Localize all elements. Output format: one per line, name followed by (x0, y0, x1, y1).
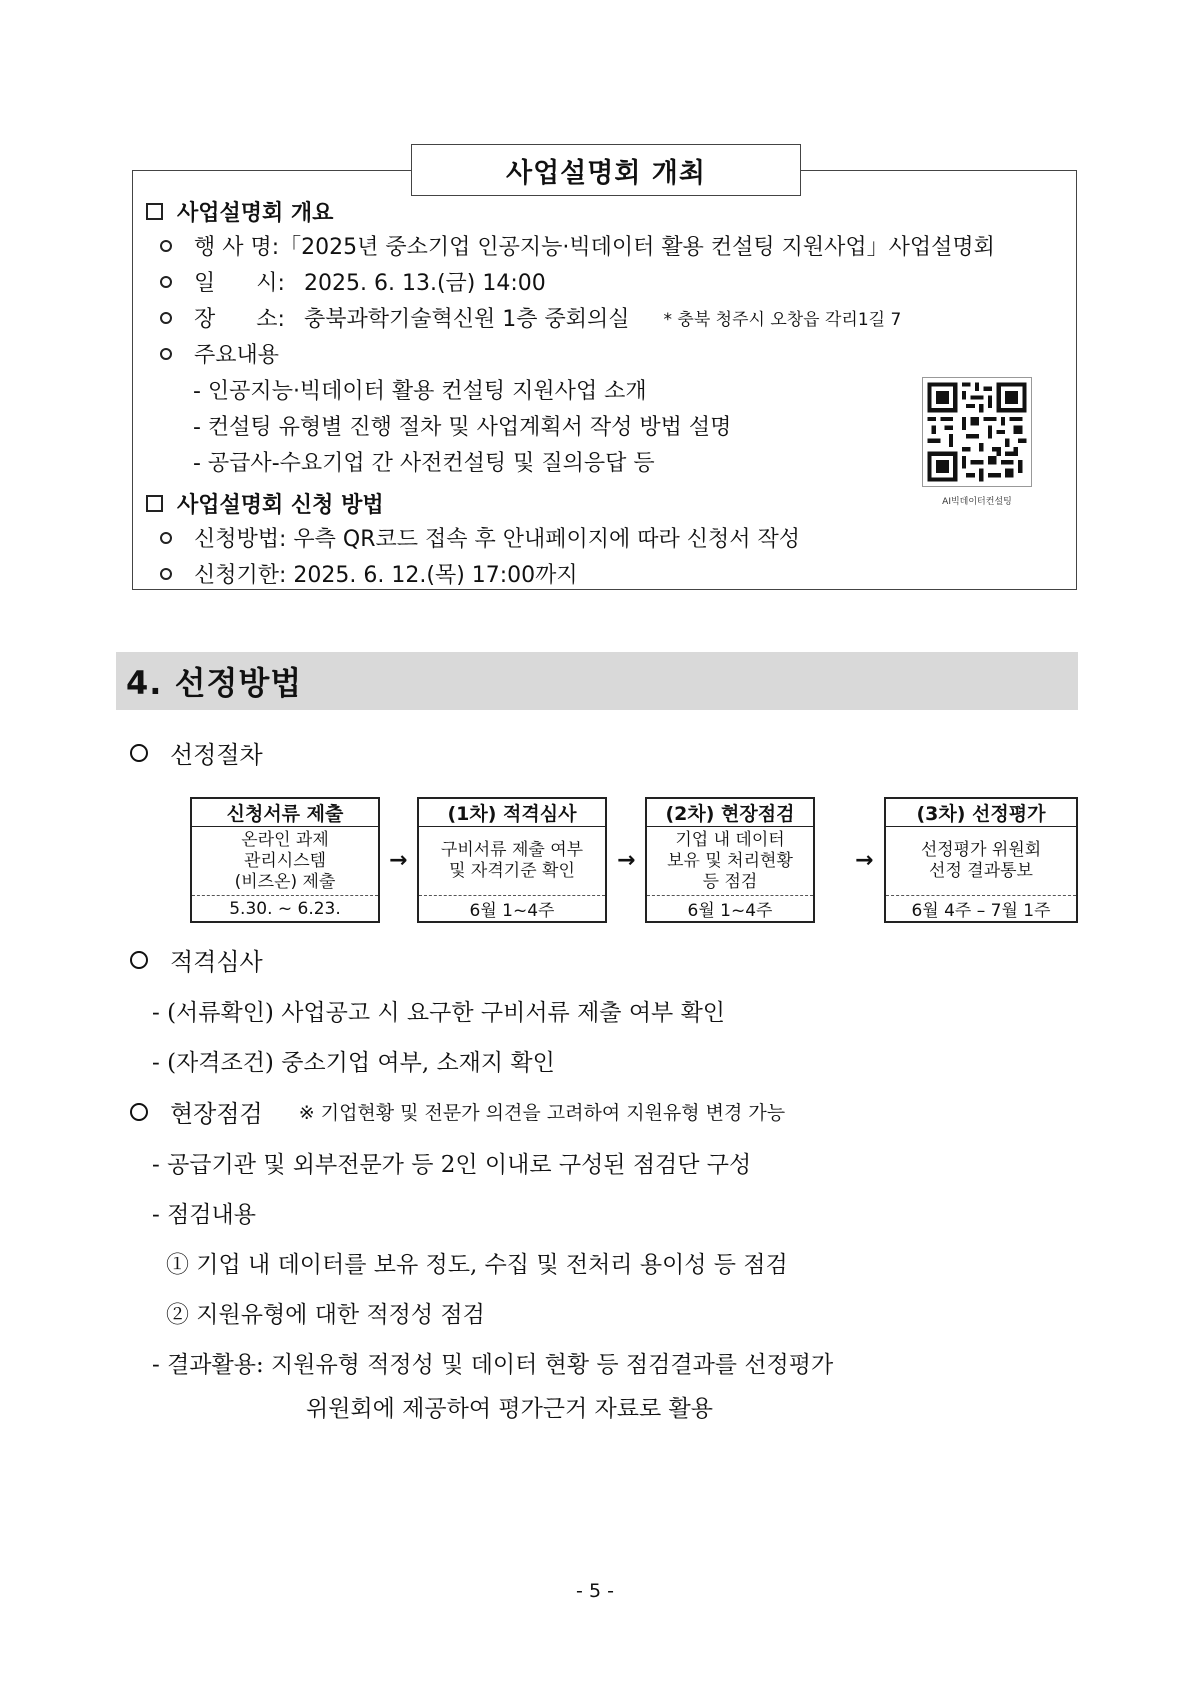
process-step (645, 797, 815, 923)
circle-bullet-icon (160, 568, 172, 580)
arrow-right-icon: → (855, 848, 874, 873)
step-title: (2차) 현장점검 (647, 799, 813, 827)
process-step (190, 797, 380, 923)
step-title: 신청서류 제출 (192, 799, 378, 827)
venue-row: 장 소: 충북과학기술혁신원 1층 중회의실 * 충북 청주시 오창읍 각리1길 7 (160, 302, 901, 333)
datetime-row: 일 시: 2025. 6. 13.(금) 14:00 (160, 266, 546, 297)
circle-bullet-icon (130, 744, 148, 762)
result-line: 위원회에 제공하여 평가근거 자료로 활용 (306, 1396, 713, 1422)
step-title: (3차) 선정평가 (886, 799, 1076, 827)
qr-caption: AI빅데이터컨설팅 (942, 497, 1012, 507)
contents-row: 주요내용 (160, 338, 279, 369)
step-period: 6월 4주 – 7월 1주 (911, 901, 1051, 921)
process-step (884, 797, 1078, 923)
circle-bullet-icon (160, 312, 172, 324)
arrow-right-icon: → (389, 848, 408, 873)
inspection-contents-label: - 점검내용 (152, 1202, 256, 1228)
briefing-title: 사업설명회 개최 (411, 144, 801, 196)
page-number: - 5 - (576, 1580, 614, 1602)
circle-bullet-icon (130, 951, 148, 969)
square-bullet-icon (146, 495, 163, 512)
square-bullet-icon (146, 203, 163, 220)
arrow-right-icon: → (617, 848, 636, 873)
eligibility-item: - (자격조건) 중소기업 여부, 소재지 확인 (152, 1050, 555, 1076)
result-line: - 결과활용: 지원유형 적정성 및 데이터 현황 등 점검결과를 선정평가 (152, 1352, 834, 1378)
circle-bullet-icon (160, 532, 172, 544)
contents-item: - 공급사-수요기업 간 사전컨설팅 및 질의응답 등 (193, 451, 655, 476)
contents-item: - 컨설팅 유형별 진행 절차 및 사업계획서 작성 방법 설명 (193, 415, 732, 440)
contents-item: - 인공지능·빅데이터 활용 컨설팅 지원사업 소개 (193, 379, 647, 404)
qr-code-icon (923, 378, 1031, 486)
inspection-content-item: ① 기업 내 데이터를 보유 정도, 수집 및 전처리 용이성 등 점검 (166, 1252, 788, 1278)
qr-code[interactable] (922, 377, 1032, 487)
circle-bullet-icon (130, 1103, 148, 1121)
apply-deadline-row: 신청기한: 2025. 6. 12.(목) 17:00까지 (160, 558, 578, 589)
process-step (417, 797, 607, 923)
step-period: 5.30. ~ 6.23. (229, 898, 341, 919)
step-body: 선정평가 위원회 선정 결과통보 (886, 827, 1076, 896)
step-body: 구비서류 제출 여부 및 자격기준 확인 (419, 827, 605, 896)
step-period: 6월 1~4주 (469, 901, 555, 921)
overview-heading: 사업설명회 개요 (146, 196, 333, 227)
apply-heading: 사업설명회 신청 방법 (146, 488, 384, 519)
step-body: 온라인 과제 관리시스템 (비즈온) 제출 (192, 827, 378, 896)
inspection-heading: 현장점검 ※ 기업현황 및 전문가 의견을 고려하여 지원유형 변경 가능 (130, 1094, 785, 1129)
circle-bullet-icon (160, 240, 172, 252)
apply-method-row: 신청방법: 우측 QR코드 접속 후 안내페이지에 따라 신청서 작성 (160, 522, 800, 553)
step-body: 기업 내 데이터 보유 및 처리현황 등 점검 (647, 827, 813, 896)
inspection-team: - 공급기관 및 외부전문가 등 2인 이내로 구성된 점검단 구성 (152, 1152, 752, 1178)
step-period: 6월 1~4주 (687, 901, 773, 921)
eligibility-heading: 적격심사 (130, 942, 263, 977)
step-title: (1차) 적격심사 (419, 799, 605, 827)
procedure-heading: 선정절차 (130, 735, 263, 770)
circle-bullet-icon (160, 276, 172, 288)
section-title: 4. 선정방법 (116, 652, 1078, 710)
inspection-content-item: ② 지원유형에 대한 적정성 점검 (166, 1302, 485, 1328)
eligibility-item: - (서류확인) 사업공고 시 요구한 구비서류 제출 여부 확인 (152, 1000, 726, 1026)
circle-bullet-icon (160, 348, 172, 360)
event-name-row: 행 사 명: 「2025년 중소기업 인공지능·빅데이터 활용 컨설팅 지원사업」사업설명회 (160, 230, 995, 261)
